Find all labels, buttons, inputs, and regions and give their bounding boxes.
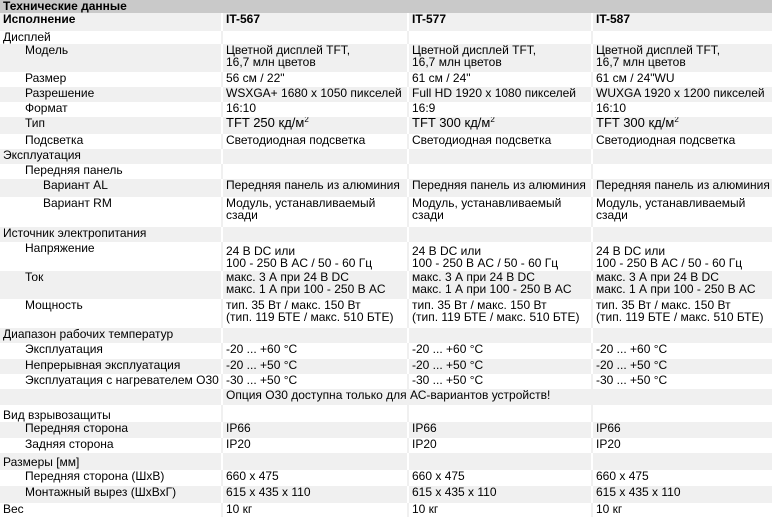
table-cell: макс. 3 А при 24 В DC макс. 1 А при 100 - 250 В AC: [222, 271, 408, 299]
row-label: Ток: [0, 271, 222, 299]
table-cell: 10 кг: [408, 503, 592, 517]
table-cell: 16:10: [222, 102, 408, 117]
table-cell: Светодиодная подсветка: [222, 134, 408, 149]
table-cell: Цветной дисплей TFT, 16,7 млн цветов: [592, 44, 772, 72]
section-heading: Вид взрывозащиты: [0, 405, 222, 422]
spec-table: [0, 13, 772, 517]
table-row: [0, 117, 772, 134]
table-row: [0, 422, 772, 438]
table-row: [0, 470, 772, 486]
table-row: [0, 359, 772, 374]
table-row: [0, 343, 772, 359]
table-row-header: [0, 13, 772, 31]
table-cell: IP66: [408, 422, 592, 438]
table-cell: IP20: [592, 438, 772, 453]
table-cell: Светодиодная подсветка: [592, 134, 772, 149]
table-cell: Цветной дисплей TFT, 16,7 млн цветов: [408, 44, 592, 72]
table-row: [0, 405, 772, 422]
table-cell: Модуль, устанавливаемый сзади: [222, 197, 408, 227]
table-row: [0, 242, 772, 271]
row-label: Размер: [0, 72, 222, 87]
table-cell: тип. 35 Вт / макс. 150 Вт (тип. 119 БТЕ / макс. 510 БТЕ): [222, 299, 408, 328]
row-label: Формат: [0, 102, 222, 117]
table-row: [0, 389, 772, 405]
table-cell: макс. 3 А при 24 В DC макс. 1 А при 100 - 250 В AC: [592, 271, 772, 299]
row-label: Задняя сторона: [0, 438, 222, 453]
row-label: Непрерывная эксплуатация: [0, 359, 222, 374]
model-col-1: IT-567: [222, 13, 408, 31]
row-label: Передняя сторона (ШхВ): [0, 470, 222, 486]
model-col-2: IT-577: [408, 13, 592, 31]
row-label: Эксплуатация: [0, 343, 222, 359]
row-label: Тип: [0, 117, 222, 134]
table-row: [0, 134, 772, 149]
option-note: Опция O30 доступна только для АС-вариантов устройств!: [222, 389, 772, 405]
header-label: Исполнение: [0, 13, 222, 31]
row-label: Модель: [0, 44, 222, 72]
table-row: [0, 453, 772, 470]
table-cell: 615 x 435 x 110: [592, 486, 772, 503]
table-row: [0, 503, 772, 517]
table-cell: 56 см / 22": [222, 72, 408, 87]
table-row: [0, 374, 772, 389]
table-cell: -30 ... +50 °C: [592, 374, 772, 389]
row-label: Передняя панель: [0, 164, 222, 179]
table-cell: WSXGA+ 1680 x 1050 пикселей: [222, 87, 408, 102]
table-cell: TFT 250 $кд/м^2$: [222, 117, 408, 134]
table-row: [0, 44, 772, 72]
table-cell: 16:9: [408, 102, 592, 117]
table-cell: 24 В DC или 100 - 250 В AC / 50 - 60 Гц: [592, 242, 772, 271]
table-cell: Передняя панель из алюминия: [592, 179, 772, 197]
table-row: [0, 299, 772, 328]
table-cell: Цветной дисплей TFT, 16,7 млн цветов: [222, 44, 408, 72]
table-cell: 615 x 435 x 110: [222, 486, 408, 503]
table-cell: IP20: [408, 438, 592, 453]
table-cell: TFT 300 $кд/м^2$: [408, 117, 592, 134]
table-cell: WUXGA 1920 x 1200 пикселей: [592, 87, 772, 102]
table-cell: Передняя панель из алюминия: [408, 179, 592, 197]
table-cell: 660 x 475: [592, 470, 772, 486]
table-cell: -20 ... +50 °C: [408, 359, 592, 374]
section-heading: Дисплей: [0, 31, 222, 44]
table-cell: 61 см / 24": [408, 72, 592, 87]
row-label: Монтажный вырез (ШхВхГ): [0, 486, 222, 503]
section-heading: Размеры [мм]: [0, 453, 222, 470]
table-cell: тип. 35 Вт / макс. 150 Вт (тип. 119 БТЕ / макс. 510 БТЕ): [408, 299, 592, 328]
table-cell: 660 x 475: [408, 470, 592, 486]
row-label: Подсветка: [0, 134, 222, 149]
table-cell: 16:10: [592, 102, 772, 117]
table-cell: 61 см / 24"WU: [592, 72, 772, 87]
table-cell: 660 x 475: [222, 470, 408, 486]
table-cell: -20 ... +60 °C: [408, 343, 592, 359]
table-cell: 615 x 435 x 110: [408, 486, 592, 503]
table-cell: Светодиодная подсветка: [408, 134, 592, 149]
table-row: [0, 486, 772, 503]
table-row: [0, 102, 772, 117]
section-heading: Эксплуатация: [0, 149, 222, 164]
row-label: Вариант AL: [0, 179, 222, 197]
table-cell: 24 В DC или 100 - 250 В AC / 50 - 60 Гц: [408, 242, 592, 271]
model-col-3: IT-587: [592, 13, 772, 31]
row-label: Вариант RM: [0, 197, 222, 227]
table-row: [0, 438, 772, 453]
table-cell: -30 ... +50 °C: [222, 374, 408, 389]
table-cell: IP66: [592, 422, 772, 438]
table-cell: Передняя панель из алюминия: [222, 179, 408, 197]
row-label: Вес: [0, 503, 222, 517]
section-heading: Источник электропитания: [0, 227, 222, 242]
table-cell: -20 ... +50 °C: [592, 359, 772, 374]
row-label: Передняя сторона: [0, 422, 222, 438]
table-row: [0, 87, 772, 102]
section-title: Технические данные: [0, 0, 772, 13]
table-cell: -20 ... +50 °C: [222, 359, 408, 374]
table-row: [0, 72, 772, 87]
table-cell: Full HD 1920 x 1080 пикселей: [408, 87, 592, 102]
table-row: [0, 164, 772, 179]
table-cell: 10 кг: [592, 503, 772, 517]
table-cell: макс. 3 А при 24 В DC макс. 1 А при 100 - 250 В AC: [408, 271, 592, 299]
table-row: [0, 197, 772, 227]
table-cell: TFT 300 $кд/м^2$: [592, 117, 772, 134]
table-cell: IP66: [222, 422, 408, 438]
table-row: [0, 31, 772, 44]
row-label: Эксплуатация с нагревателем O30: [0, 374, 222, 389]
section-heading: Диапазон рабочих температур: [0, 328, 222, 343]
table-cell: Модуль, устанавливаемый сзади: [408, 197, 592, 227]
table-cell: Модуль, устанавливаемый сзади: [592, 197, 772, 227]
table-row: [0, 271, 772, 299]
table-cell: тип. 35 Вт / макс. 150 Вт (тип. 119 БТЕ / макс. 510 БТЕ): [592, 299, 772, 328]
row-label: Мощность: [0, 299, 222, 328]
table-cell: 10 кг: [222, 503, 408, 517]
table-row: [0, 328, 772, 343]
row-label: Разрешение: [0, 87, 222, 102]
table-cell: IP20: [222, 438, 408, 453]
row-label: Напряжение: [0, 242, 222, 271]
table-cell: -20 ... +60 °C: [222, 343, 408, 359]
table-cell: -30 ... +50 °C: [408, 374, 592, 389]
table-cell: 24 В DC или 100 - 250 В AC / 50 - 60 Гц: [222, 242, 408, 271]
table-cell: -20 ... +60 °C: [592, 343, 772, 359]
table-row: [0, 149, 772, 164]
table-row: [0, 179, 772, 197]
table-row: [0, 227, 772, 242]
